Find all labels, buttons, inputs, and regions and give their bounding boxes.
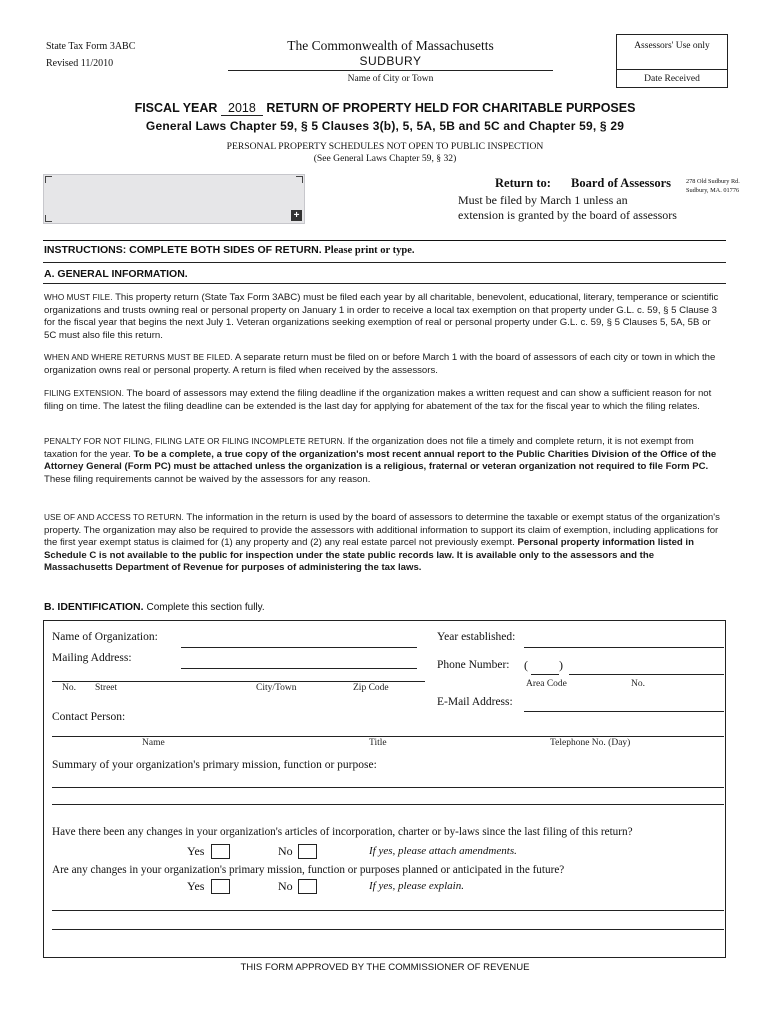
contact-telephone-caption: Telephone No. (Day) [550, 738, 631, 748]
city-name[interactable]: SUDBURY [359, 54, 422, 68]
assessors-divider [617, 69, 727, 70]
instructions-top-rule [43, 240, 726, 241]
org-name-field[interactable] [181, 647, 417, 648]
who-must-file-text: This property return (State Tax Form 3ABC) must be filed each year by all charitable, benevolent, educational, literary, temperance or scientific organizations and trusts owning real or personal property on January 1 in order to receive a local tax exemption on that property under G.L. c. 59, § 5 Clause 3 for the fiscal year that begins the next July 1. Veteran organizations seeking exemption of real or personal property under G.L. c. 59, § 5 Clauses 5, 5A, 5B or 5C must also file this return. [44, 292, 719, 341]
return-to-label: Return to: [495, 176, 551, 190]
street-address-field[interactable] [52, 681, 425, 682]
revised-date: Revised 11/2010 [46, 58, 114, 69]
filing-extension-lead: FILING EXTENSION. [44, 389, 124, 398]
filing-extension-paragraph [44, 388, 724, 413]
penalty-text-1: If the organization does not file a timely and complete return, it is not exempt from taxation for the year. [44, 436, 694, 460]
who-must-file-lead: WHO MUST FILE. [44, 293, 113, 302]
fiscal-year-field[interactable]: 2018 [221, 101, 263, 116]
summary-label: Summary of your organization's primary mission, function or purpose: [52, 759, 377, 771]
question-1: Have there been any changes in your organization's articles of incorporation, charter or by-laws since the last filing of this return? [52, 826, 633, 838]
section-a-rule [43, 283, 726, 284]
q1-note: If yes, please attach amendments. [369, 845, 517, 857]
when-where-text: A separate return must be filed on or before March 1 with the board of assessors of each city or town in which the organization owns real or personal property. A return is filed when received by the assessors. [44, 352, 716, 376]
phone-no-caption: No. [631, 679, 645, 689]
when-where-paragraph [44, 352, 724, 377]
city-underline [228, 70, 553, 71]
address-street-caption: Street [95, 683, 118, 693]
contact-person-field[interactable] [52, 736, 724, 737]
use-access-bold: Personal property information listed in Schedule C is not available to the public for inspection under the state public records law. It is available only to the assessors and the Massachusetts Department of Revenue for purposes of administering the tax laws. [44, 537, 694, 574]
mailing-address-label: Mailing Address: [52, 652, 132, 664]
explain-line-1[interactable] [52, 910, 724, 911]
city-caption: Name of City or Town [347, 74, 434, 84]
q2-note: If yes, please explain. [369, 880, 464, 892]
corner-mark-top-left [45, 176, 52, 183]
q2-no-checkbox[interactable] [298, 879, 317, 894]
notice-reference: (See General Laws Chapter 59, § 32) [313, 153, 457, 164]
identification-box [43, 620, 726, 958]
contact-person-label: Contact Person: [52, 711, 126, 723]
penalty-paragraph [44, 436, 724, 486]
assessors-use-box [616, 34, 728, 88]
year-established-field[interactable] [524, 647, 724, 648]
email-field[interactable] [524, 711, 724, 712]
form-title [0, 101, 770, 116]
org-name-label: Name of Organization: [52, 631, 158, 643]
penalty-bold: To be a complete, a true copy of the organization's most recent annual report to the Public Charities Division of the Office of the Attorney General (Form PC) must be attached unless the organization is a religious, fraternal or veteran organization not required to file Form PC. [44, 448, 717, 473]
filing-extension-text: The board of assessors may extend the filing deadline if the organization makes a written request and can show a sufficient reason for not filing on time. The latest the filing deadline can be extended is the last day for applying for abatement of the tax for the fiscal year to which the filing relates. [44, 388, 712, 412]
fiscal-year-label: FISCAL YEAR [134, 101, 218, 115]
year-established-label: Year established: [437, 631, 516, 643]
corner-mark-bottom-left [45, 215, 52, 222]
summary-line-1[interactable] [52, 787, 724, 788]
penalty-lead: PENALTY FOR NOT FILING, FILING LATE OR FILING INCOMPLETE RETURN. [44, 437, 346, 446]
q1-yes-checkbox[interactable] [211, 844, 230, 859]
use-access-lead: USE OF AND ACCESS TO RETURN. [44, 513, 184, 522]
when-where-lead: WHEN AND WHERE RETURNS MUST BE FILED. [44, 353, 233, 362]
phone-number-field[interactable] [569, 674, 724, 675]
q2-no-label: No [278, 879, 293, 893]
q2-yes-checkbox[interactable] [211, 879, 230, 894]
phone-paren-close: ) [559, 658, 563, 672]
address-zip-caption: Zip Code [353, 683, 389, 693]
form-id: State Tax Form 3ABC [46, 41, 136, 52]
phone-number-label: Phone Number: [437, 659, 510, 671]
area-code-field[interactable] [531, 674, 559, 675]
q1-no-label: No [278, 844, 293, 858]
contact-name-caption: Name [142, 738, 165, 748]
address-line-1: 278 Old Sudbury Rd. [686, 178, 740, 185]
board-of-assessors: Board of Assessors [571, 176, 672, 190]
instructions-bottom-rule [43, 262, 726, 263]
summary-line-2[interactable] [52, 804, 724, 805]
address-input-area[interactable] [43, 174, 305, 224]
contact-title-caption: Title [369, 738, 387, 748]
commonwealth-title: The Commonwealth of Massachusetts [287, 38, 494, 53]
assessors-use-label: Assessors' Use only [634, 41, 710, 51]
section-a-heading: A. GENERAL INFORMATION. [44, 268, 188, 280]
address-no-caption: No. [62, 683, 76, 693]
filing-deadline-line-1: Must be filed by March 1 unless an [458, 193, 628, 207]
q2-yes-label: Yes [187, 879, 205, 893]
mailing-address-field[interactable] [181, 668, 417, 669]
instructions-line [44, 244, 415, 256]
who-must-file-paragraph [44, 292, 724, 342]
form-main-title: RETURN OF PROPERTY HELD FOR CHARITABLE PURPOSES [266, 101, 636, 115]
filing-deadline-line-2: extension is granted by the board of assessors [458, 208, 677, 222]
instructions-rest: Please print or type. [324, 245, 415, 256]
section-b-heading: B. IDENTIFICATION. [44, 601, 144, 613]
phone-paren-open: ( [524, 658, 528, 672]
use-access-paragraph [44, 512, 724, 575]
penalty-text-2: These filing requirements cannot be waived by the assessors for any reason. [44, 473, 371, 485]
section-b-subheading: Complete this section fully. [146, 602, 265, 613]
laws-reference: General Laws Chapter 59, § 5 Clauses 3(b), 5, 5A, 5B and 5C and Chapter 59, § 29 [145, 119, 625, 133]
q1-yes-label: Yes [187, 844, 205, 858]
email-label: E-Mail Address: [437, 696, 513, 708]
question-2: Are any changes in your organization's primary mission, function or purposes planned or anticipated in the future? [52, 864, 565, 876]
explain-line-2[interactable] [52, 929, 724, 930]
date-received-label: Date Received [644, 74, 700, 84]
expand-icon[interactable]: + [291, 210, 302, 221]
address-line-2: Sudbury, MA. 01776 [686, 187, 740, 194]
instructions-bold: INSTRUCTIONS: COMPLETE BOTH SIDES OF RETURN. [44, 244, 322, 256]
approval-footer: THIS FORM APPROVED BY THE COMMISSIONER OF REVENUE [240, 962, 530, 973]
area-code-caption: Area Code [526, 679, 567, 689]
public-inspection-notice: PERSONAL PROPERTY SCHEDULES NOT OPEN TO PUBLIC INSPECTION [226, 141, 544, 152]
corner-mark-top-right [296, 176, 303, 183]
q1-no-checkbox[interactable] [298, 844, 317, 859]
use-access-text: The information in the return is used by the board of assessors to determine the taxable or exempt status of the organization's property. The organization may also be required to provide the assessors with additional information to support its claim of exemption, including applications for the first year exempt status is claimed for (1) any property and (2) any real estate parcel not previously exempt. [44, 512, 720, 549]
section-b-heading-line [44, 601, 265, 613]
address-city-caption: City/Town [256, 683, 297, 693]
